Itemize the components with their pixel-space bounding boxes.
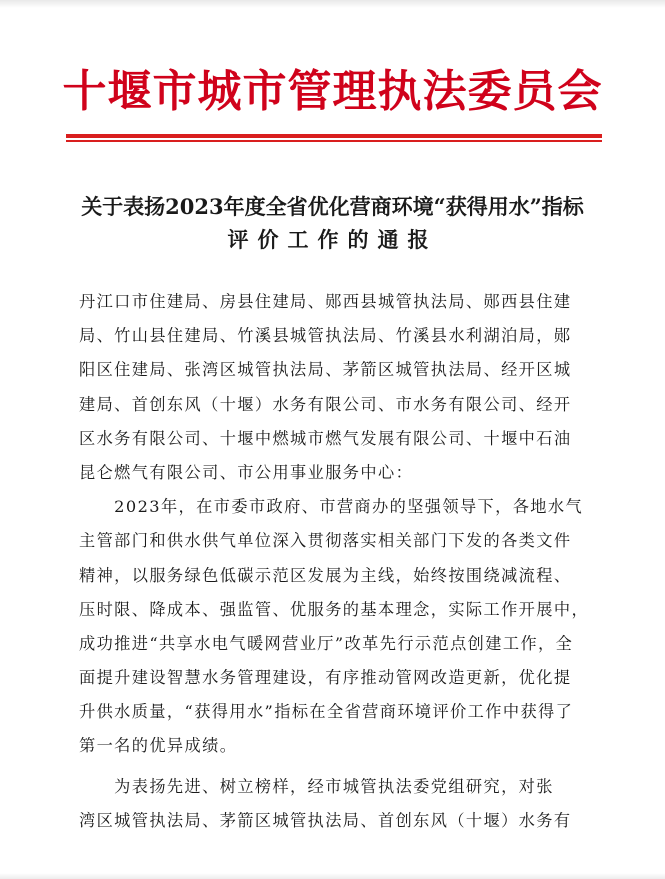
paragraph-line: 升供水质量，“获得用水”指标在全省营商环境评价工作中获得了	[79, 702, 574, 722]
organization-header: 十堰市城市管理执法委员会	[62, 66, 603, 117]
recipients-line: 昆仑燃气有限公司、市公用事业服务中心：	[79, 462, 414, 482]
header-red-rule-thin	[66, 140, 602, 142]
recipients-line: 建局、首创东风（十堰）水务有限公司、市水务有限公司、经开	[79, 394, 572, 414]
paragraph-2	[79, 770, 589, 838]
recipients-line: 局、竹山县住建局、竹溪县城管执法局、竹溪县水利湖泊局，郧	[79, 326, 572, 346]
recipients-block	[79, 285, 589, 490]
document-body	[79, 285, 589, 838]
paragraph-line: 精神，以服务绿色低碳示范区发展为主线，始终按围绕减流程、	[79, 565, 572, 585]
paragraph-line: 压时限、降成本、强监管、优服务的基本理念，实际工作开展中，	[79, 599, 590, 619]
recipients-line: 区水务有限公司、十堰中燃城市燃气发展有限公司、十堰中石油	[79, 428, 572, 448]
document-title	[60, 190, 605, 256]
scan-edge-top	[0, 0, 665, 8]
document-title-line-1: 关于表扬2023年度全省优化营商环境“获得用水”指标	[81, 194, 584, 219]
paragraph-line: 湾区城管执法局、茅箭区城管执法局、首创东风（十堰）水务有	[79, 810, 572, 830]
document-title-line-2: 评价工作的通报	[227, 227, 438, 252]
paragraph-line: 2023年，在市委市政府、市营商办的坚强领导下，各地水气	[79, 497, 584, 517]
paragraph-1	[79, 490, 589, 764]
recipients-line: 阳区住建局、张湾区城管执法局、茅箭区城管执法局、经开区城	[79, 360, 572, 380]
recipients-line: 丹江口市住建局、房县住建局、郧西县城管执法局、郧西县住建	[79, 292, 572, 311]
scan-edge-bottom	[0, 873, 665, 879]
paragraph-line: 面提升建设智慧水务管理建设，有序推动管网改造更新，优化提	[79, 668, 572, 688]
header-red-rule-thick	[66, 134, 602, 138]
paragraph-line: 主管部门和供水供气单位深入贯彻落实相关部门下发的各类文件	[79, 531, 572, 551]
paragraph-line: 为表扬先进、树立榜样，经市城管执法委党组研究，对张	[79, 776, 554, 796]
paragraph-line: 第一名的优异成绩。	[79, 736, 238, 756]
paragraph-line: 成功推进“共享水电气暖网营业厅”改革先行示范点创建工作，全	[79, 633, 574, 653]
